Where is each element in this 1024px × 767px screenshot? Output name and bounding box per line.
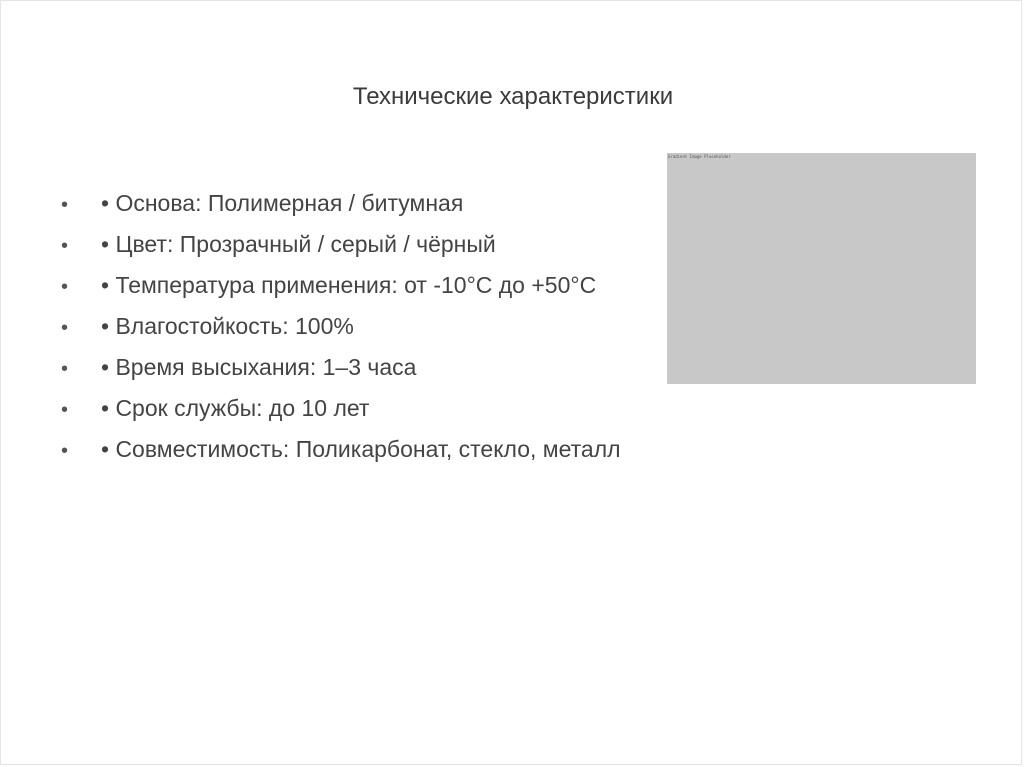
spec-text: • Основа: Полимерная / битумная: [101, 190, 464, 216]
bullet-dot-icon: •: [61, 317, 69, 339]
image-placeholder-label: Gradient Image Placeholder: [668, 154, 731, 159]
list-item: [61, 224, 621, 265]
bullet-dot-icon: •: [61, 399, 69, 421]
list-item: [61, 388, 621, 429]
list-item: [61, 183, 621, 224]
list-item: [61, 265, 621, 306]
list-item: [61, 429, 621, 470]
bullet-dot-icon: •: [61, 276, 69, 298]
image-placeholder: [667, 153, 976, 384]
list-item: [61, 306, 621, 347]
spec-text: • Цвет: Прозрачный / серый / чёрный: [101, 231, 496, 257]
spec-text: • Совместимость: Поликарбонат, стекло, металл: [101, 436, 621, 462]
spec-text: • Срок службы: до 10 лет: [101, 395, 370, 421]
bullet-dot-icon: •: [61, 235, 69, 257]
spec-text: • Температура применения: от -10°С до +50°С: [101, 272, 597, 298]
bullet-dot-icon: •: [61, 440, 69, 462]
spec-list: [61, 183, 621, 470]
bullet-dot-icon: •: [61, 194, 69, 216]
spec-text: • Время высыхания: 1–3 часа: [101, 354, 417, 380]
spec-text: • Влагостойкость: 100%: [101, 313, 354, 339]
list-item: [61, 347, 621, 388]
bullet-dot-icon: •: [61, 358, 69, 380]
slide-title: Технические характеристики: [352, 83, 674, 110]
